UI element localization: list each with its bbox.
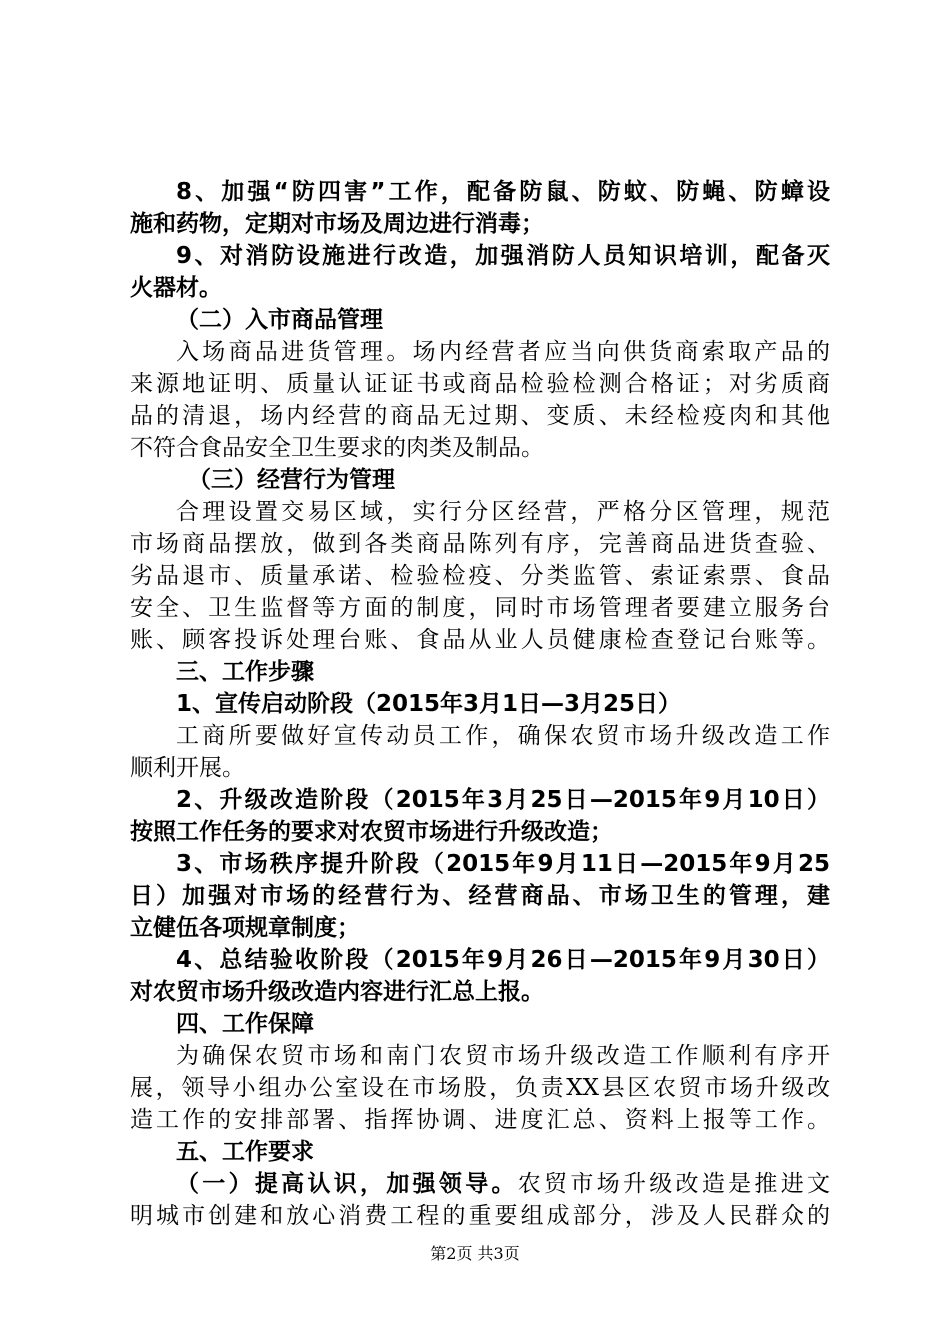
paragraph-line: 对农贸市场升级改造内容进行汇总上报。 bbox=[130, 979, 544, 1005]
paragraph-line: 账、顾客投诉处理台账、食品从业人员健康检查登记台账等。 bbox=[130, 627, 830, 653]
paragraph-line: 施和药物，定期对市场及周边进行消毒； bbox=[130, 211, 544, 237]
paragraph-line: 来源地证明、质量认证证书或商品检验检测合格证；对劣质商 bbox=[130, 371, 830, 397]
paragraph-line: 火器材。 bbox=[130, 275, 222, 301]
paragraph-line: 9、对消防设施进行改造，加强消防人员知识培训，配备灭 bbox=[176, 243, 830, 269]
paragraph-line: 劣品退市、质量承诺、检验检疫、分类监管、索证索票、食品 bbox=[130, 563, 830, 589]
paragraph-line: 明城市创建和放心消费工程的重要组成部分，涉及人民群众的 bbox=[130, 1203, 830, 1229]
paragraph-line: 不符合食品安全卫生要求的肉类及制品。 bbox=[130, 435, 544, 461]
paragraph-line: （二）入市商品管理 bbox=[176, 307, 383, 333]
paragraph-line: 8、加强“防四害”工作，配备防鼠、防蚊、防蝇、防蟑设 bbox=[176, 179, 830, 205]
line-bold-text: （一）提高认识，加强领导。 bbox=[176, 1171, 518, 1197]
paragraph-line: 立健伍各项规章制度； bbox=[130, 915, 360, 941]
page-number-footer: 第2页 共3页 bbox=[430, 1244, 520, 1263]
paragraph-line: 日）加强对市场的经营行为、经营商品、市场卫生的管理，建 bbox=[130, 883, 830, 909]
paragraph-line: 安全、卫生监督等方面的制度，同时市场管理者要建立服务台 bbox=[130, 595, 830, 621]
line-regular-text: 农贸市场升级改造是推进文 bbox=[517, 1171, 830, 1197]
paragraph-line: 为确保农贸市场和南门农贸市场升级改造工作顺利有序开 bbox=[176, 1043, 830, 1069]
paragraph-line: 合理设置交易区域，实行分区经营，严格分区管理，规范 bbox=[176, 499, 830, 525]
paragraph-line: 三、工作步骤 bbox=[176, 659, 314, 685]
paragraph-line: （三）经营行为管理 bbox=[188, 467, 395, 493]
paragraph-line: 3、市场秩序提升阶段（2015年9月11日—2015年9月25 bbox=[176, 851, 830, 877]
paragraph-line: 展，领导小组办公室设在市场股，负责XX县区农贸市场升级改 bbox=[130, 1075, 830, 1101]
paragraph-line: 入场商品进货管理。场内经营者应当向供货商索取产品的 bbox=[176, 339, 830, 365]
paragraph-line bbox=[130, 1168, 830, 1200]
paragraph-line: 品的清退，场内经营的商品无过期、变质、未经检疫肉和其他 bbox=[130, 403, 830, 429]
paragraph-line: 造工作的安排部署、指挥协调、进度汇总、资料上报等工作。 bbox=[130, 1107, 830, 1133]
paragraph-line: 四、工作保障 bbox=[176, 1011, 314, 1037]
paragraph-line: 1、宣传启动阶段（2015年3月1日—3月25日） bbox=[176, 691, 682, 717]
paragraph-line: 顺利开展。 bbox=[130, 755, 245, 781]
document-body bbox=[130, 176, 830, 1232]
paragraph-line: 按照工作任务的要求对农贸市场进行升级改造； bbox=[130, 819, 613, 845]
paragraph-line: 2、升级改造阶段（2015年3月25日—2015年9月10日） bbox=[176, 787, 830, 813]
paragraph-line: 4、总结验收阶段（2015年9月26日—2015年9月30日） bbox=[176, 947, 830, 973]
paragraph-line: 五、工作要求 bbox=[176, 1139, 314, 1165]
paragraph-line: 市场商品摆放，做到各类商品陈列有序，完善商品进货查验、 bbox=[130, 531, 830, 557]
paragraph-line: 工商所要做好宣传动员工作，确保农贸市场升级改造工作 bbox=[176, 723, 830, 749]
